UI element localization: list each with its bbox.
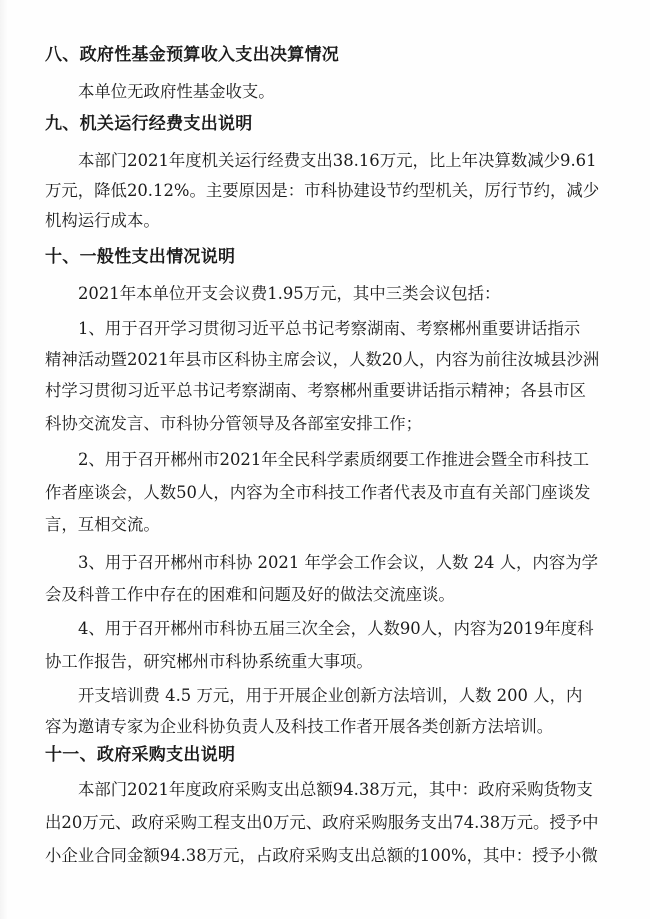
training-line-2: 容为邀请专家为企业科协负责人及科技工作者开展各类创新方法培训。	[45, 717, 554, 736]
meeting-item-3-line-2: 会及科普工作中存在的困难和问题及好的做法交流座谈。	[45, 585, 455, 604]
section-11-line-1: 本部门2021年度政府采购支出总额94.38万元，其中：政府采购货物支	[78, 780, 593, 799]
meeting-item-4-line-1: 4、用于召开郴州市科协五届三次全会，人数90人，内容为2019年度科	[78, 619, 594, 638]
meeting-item-2-line-1: 2、用于召开郴州市2021年全民科学素质纲要工作推进会暨全市科技工	[78, 450, 590, 469]
meeting-item-4-line-2: 协工作报告，研究郴州市科协系统重大事项。	[45, 652, 373, 671]
meeting-item-3-line-1: 3、用于召开郴州市科协 2021 年学会工作会议，人数 24 人，内容为学	[78, 553, 598, 572]
section-9-line-1: 本部门2021年度机关运行经费支出38.16万元，比上年决算数减少9.61	[78, 151, 597, 170]
section-9-line-2: 万元，降低20.12%。主要原因是：市科协建设节约型机关，厉行节约，减少	[45, 181, 600, 200]
meeting-item-1-line-1: 1、用于召开学习贯彻习近平总书记考察湖南、考察郴州重要讲话指示	[78, 319, 581, 338]
section-9-line-3: 机构运行成本。	[45, 211, 160, 230]
section-11-heading: 十一、政府采购支出说明	[45, 745, 236, 765]
meeting-item-2-line-3: 言，互相交流。	[45, 515, 160, 534]
section-11-line-2: 出20万元、政府采购工程支出0万元、政府采购服务支出74.38万元。授予中	[45, 813, 599, 832]
section-10-heading: 十、一般性支出情况说明	[45, 247, 236, 267]
meeting-item-1-line-2: 精神活动暨2021年县市区科协主席会议，人数20人，内容为前往汝城县沙洲	[45, 350, 600, 369]
section-11-line-3: 小企业合同金额94.38万元，占政府采购支出总额的100%，其中：授予小微	[45, 846, 598, 865]
section-10-intro: 2021年本单位开支会议费1.95万元，其中三类会议包括：	[78, 284, 501, 303]
training-line-1: 开支培训费 4.5 万元，用于开展企业创新方法培训，人数 200 人，内	[78, 686, 583, 705]
meeting-item-1-line-3: 村学习贯彻习近平总书记考察湖南、考察郴州重要讲话指示精神；各县市区	[45, 381, 586, 400]
section-9-heading: 九、机关运行经费支出说明	[45, 114, 253, 134]
page-edge-shadow	[0, 0, 8, 919]
section-8-heading: 八、政府性基金预算收入支出决算情况	[45, 45, 340, 65]
meeting-item-2-line-2: 作者座谈会，人数50人，内容为全市科技工作者代表及市直有关部门座谈发	[45, 483, 591, 502]
section-8-paragraph: 本单位无政府性基金收支。	[78, 82, 275, 101]
meeting-item-1-line-4: 科协交流发言、市科协分管领导及各部室安排工作；	[45, 414, 422, 433]
